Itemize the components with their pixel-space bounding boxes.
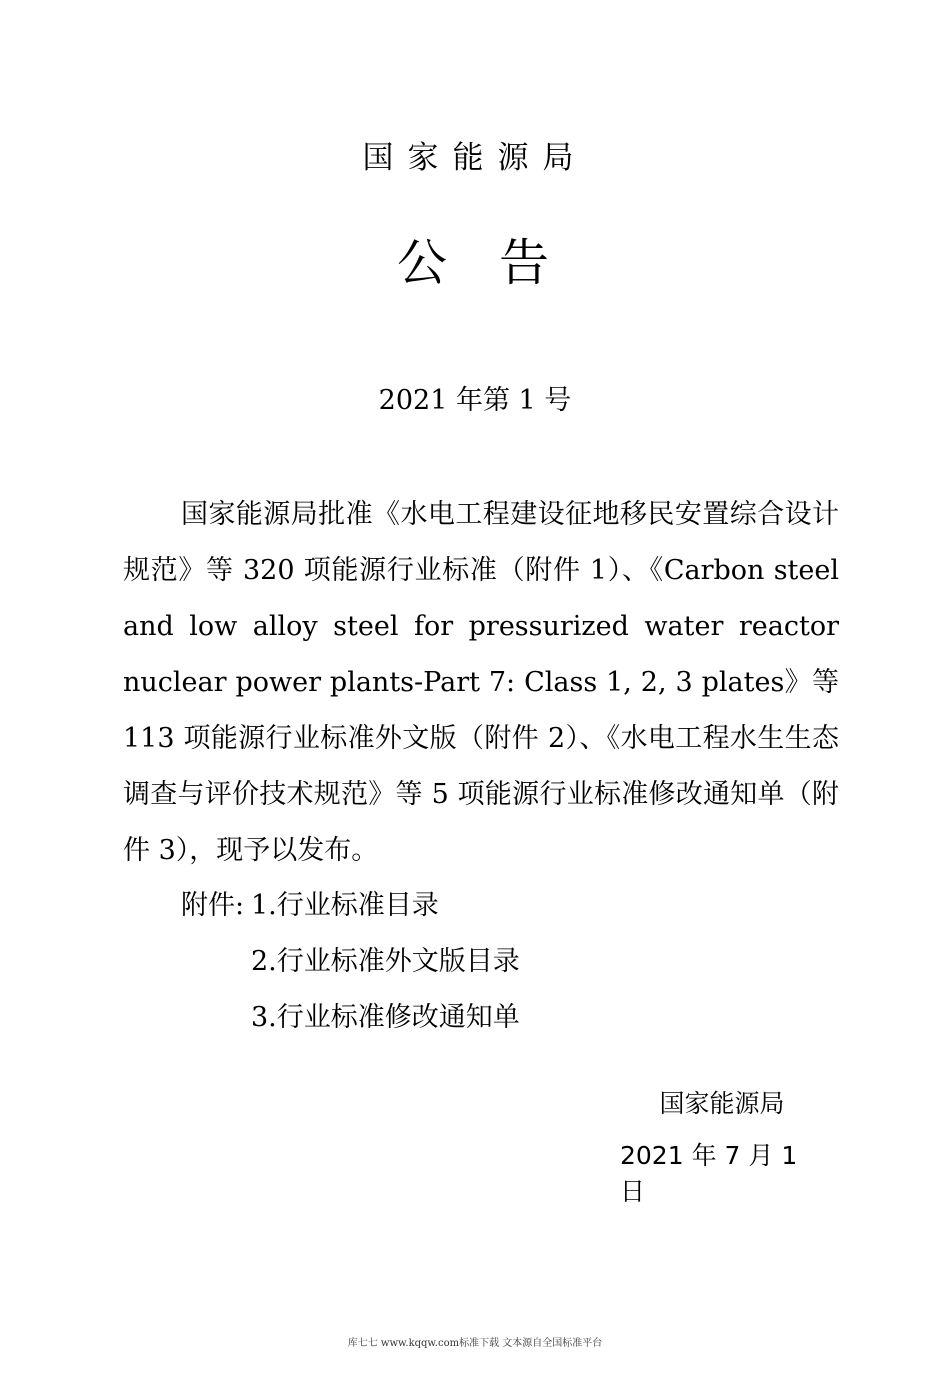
signature-organization: 国家能源局 — [659, 1089, 785, 1118]
announcement-heading: 公告 — [397, 234, 601, 292]
attachment-item-label: 1.行业标准目录 — [251, 890, 439, 921]
announcement-body: 国家能源局批准《水电工程建设征地移民安置综合设计规范》等 320 项能源行业标准（附件 1）、《Carbon steel and low alloy steel for pressurized water reactor nuclear power plants-Part 7: Class 1, 2, 3 plates》等 113 项能源行业标准外文版（附件 2）、《水电工程水生生态调查与评价技术规范》等 5 项能源行业标准修改通知单（附件 3），现予以发布。 — [123, 499, 839, 866]
signature-block — [620, 1086, 810, 1210]
attachment-item — [181, 990, 520, 1046]
attachment-item — [181, 878, 520, 934]
attachment-item-label: 2.行业标准外文版目录 — [251, 946, 520, 977]
attachment-prefix: 附件: — [181, 890, 245, 921]
document-number: 2021 年第 1 号 — [378, 385, 572, 416]
attachment-list — [181, 878, 520, 1046]
issuer-title: 国家能源局 — [362, 140, 588, 176]
page-footer-watermark: 库七七 www.kqqw.com标准下载 文本源自全国标准平台 — [347, 1338, 603, 1349]
attachment-item-label: 3.行业标准修改通知单 — [251, 1002, 520, 1033]
attachment-item — [181, 934, 520, 990]
signature-date: 2021 年 7 月 1 日 — [620, 1141, 798, 1206]
